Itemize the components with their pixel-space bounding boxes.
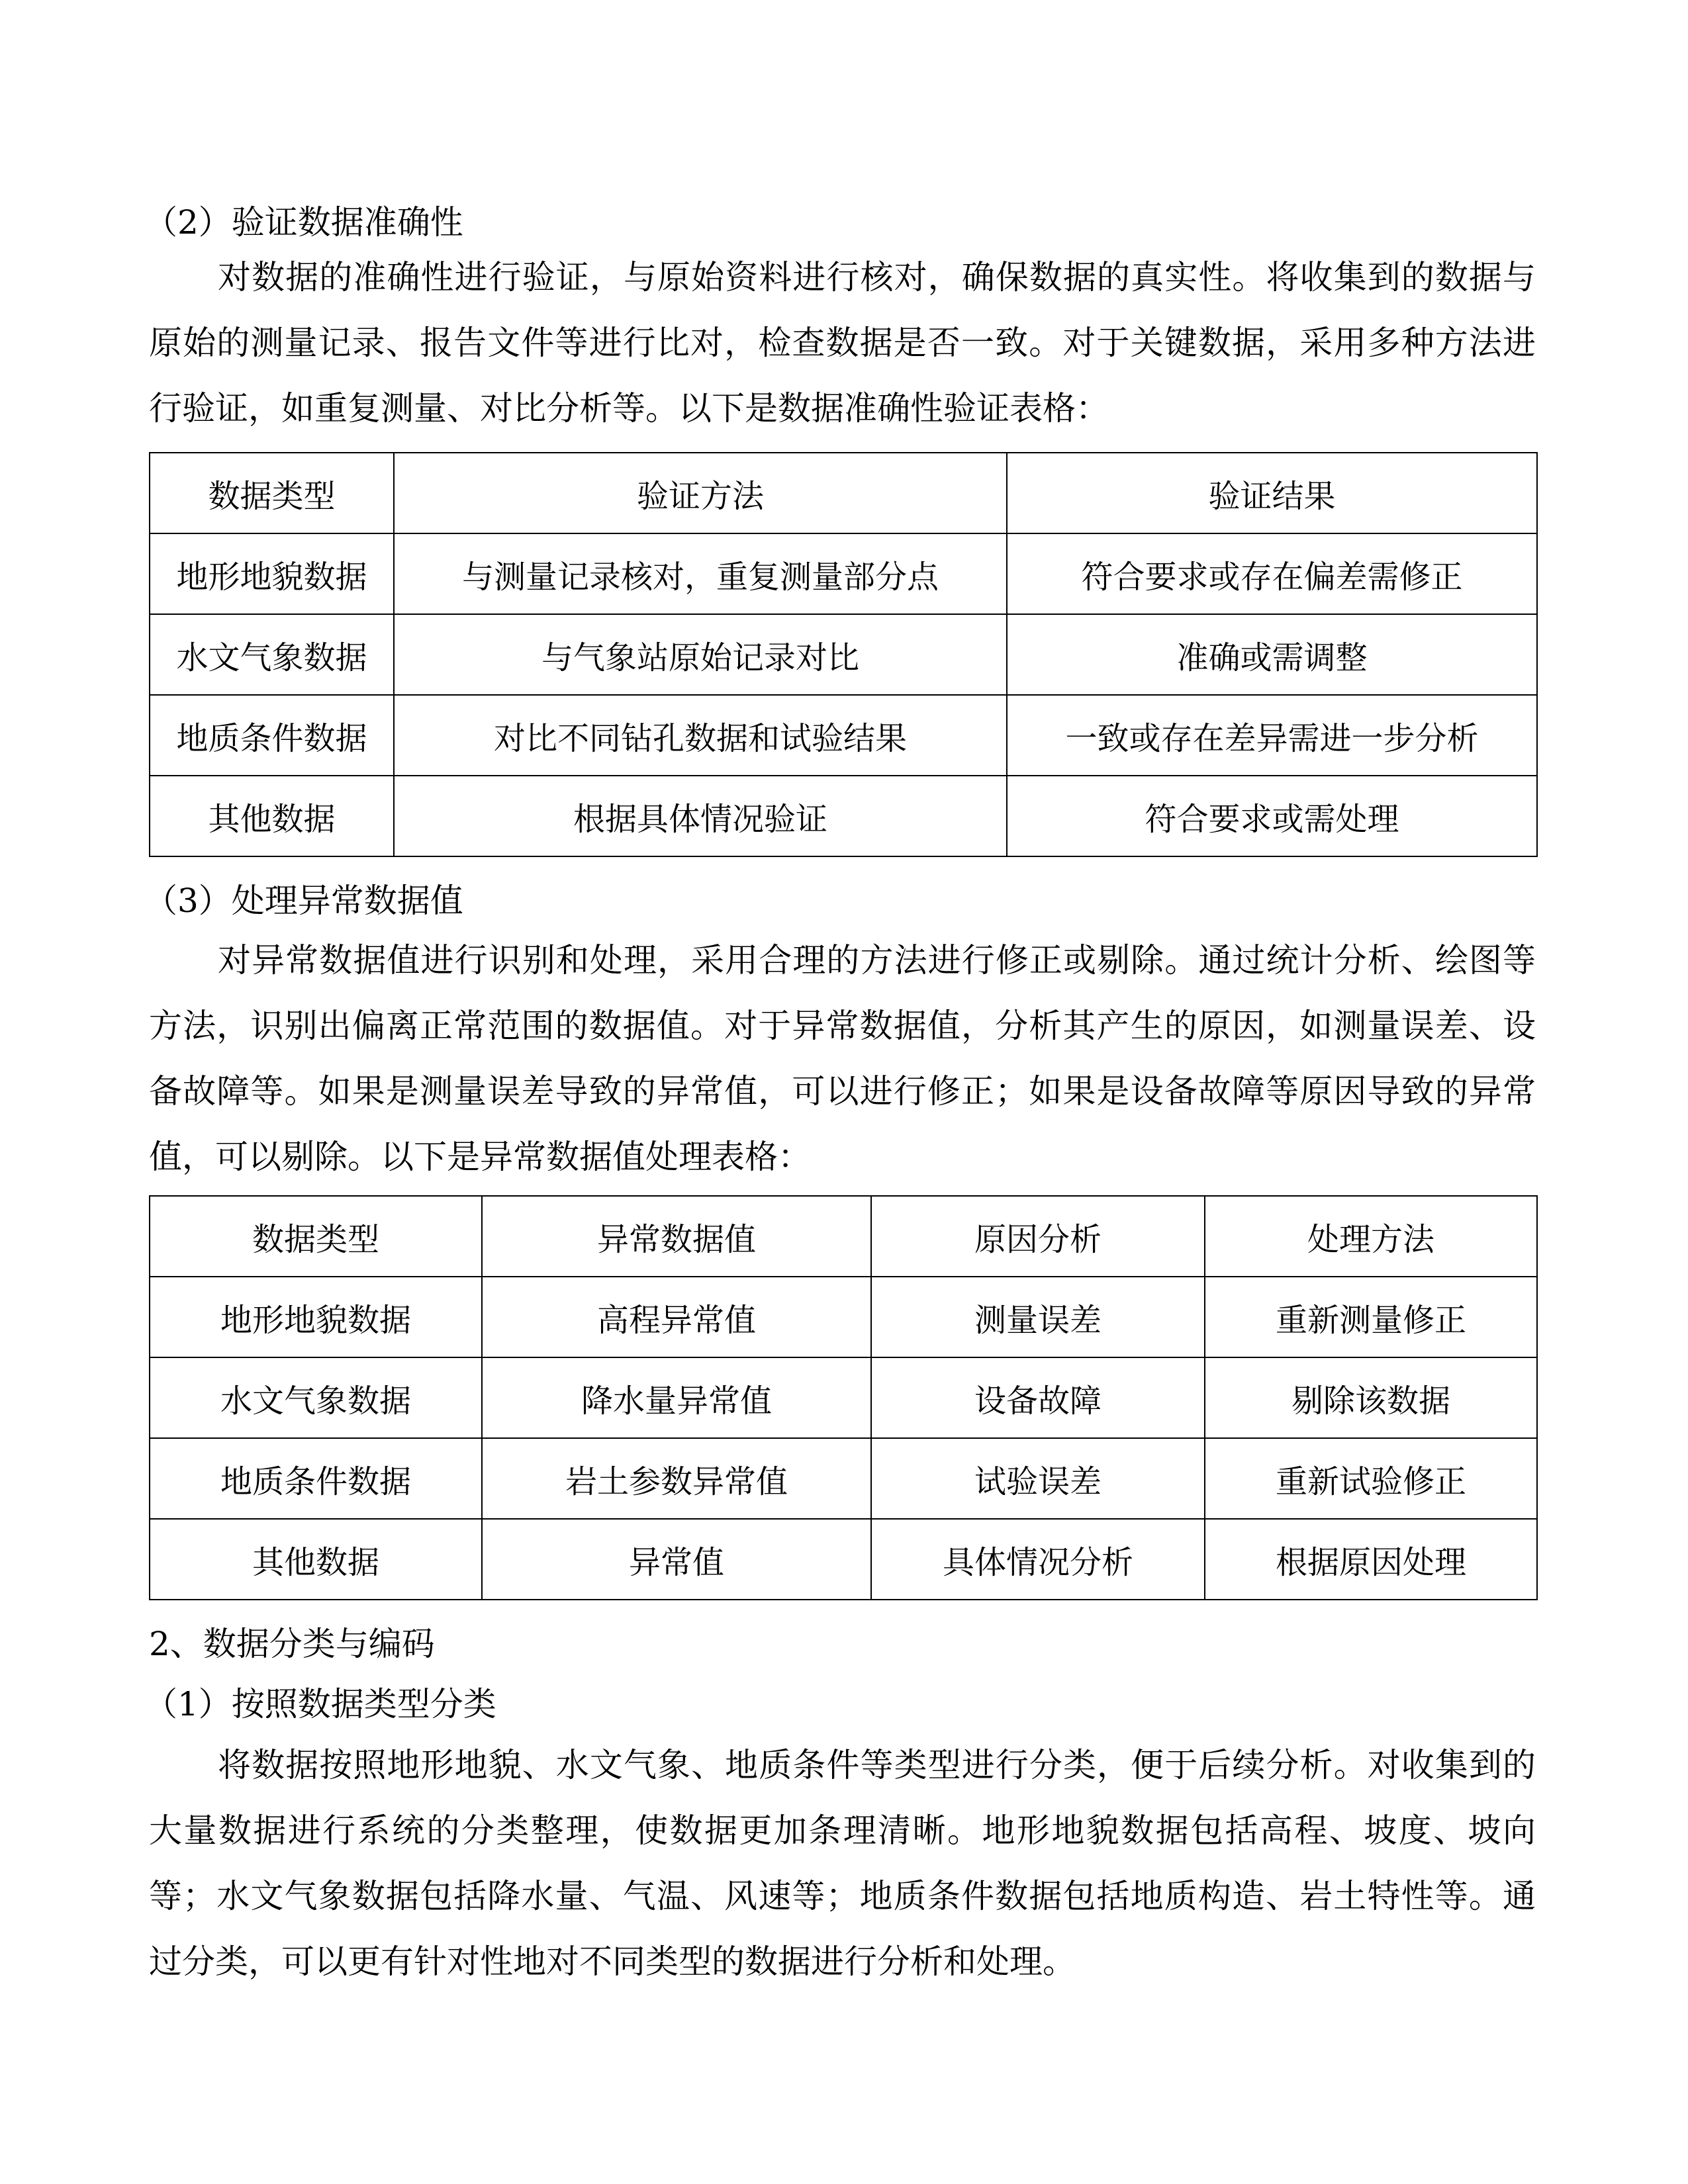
- paragraph-line: 原始的测量记录、报告文件等进行比对，检查数据是否一致。对于关键数据，采用多种方法进: [149, 324, 1536, 362]
- accuracy-verification-table: [149, 452, 1538, 857]
- header-cell: 数据类型: [150, 1196, 482, 1277]
- table-row: [150, 695, 1537, 776]
- table-cell: 一致或存在差异需进一步分析: [1007, 695, 1537, 776]
- table-cell: 根据具体情况验证: [394, 776, 1007, 856]
- header-cell: 异常数据值: [482, 1196, 871, 1277]
- table-cell: 异常值: [482, 1519, 871, 1600]
- paragraph-line: 方法，识别出偏离正常范围的数据值。对于异常数据值，分析其产生的原因，如测量误差、设: [149, 1007, 1536, 1045]
- table-row: [150, 776, 1537, 856]
- paragraph-line: 对异常数据值进行识别和处理，采用合理的方法进行修正或剔除。通过统计分析、绘图等: [218, 941, 1536, 979]
- paragraph-line: 备故障等。如果是测量误差导致的异常值，可以进行修正；如果是设备故障等原因导致的异常: [149, 1072, 1536, 1111]
- paragraph-line: 大量数据进行系统的分类整理，使数据更加条理清晰。地形地貌数据包括高程、坡度、坡向: [149, 1811, 1536, 1850]
- table-cell: 测量误差: [871, 1277, 1205, 1357]
- table-row: [150, 1519, 1537, 1600]
- paragraph-line: 对数据的准确性进行验证，与原始资料进行核对，确保数据的真实性。将收集到的数据与: [218, 258, 1536, 296]
- table-cell: 地形地貌数据: [150, 533, 394, 614]
- table-cell: 水文气象数据: [150, 614, 394, 695]
- header-cell: 验证方法: [394, 453, 1007, 533]
- table-cell: 其他数据: [150, 1519, 482, 1600]
- table-cell: 地质条件数据: [150, 1438, 482, 1519]
- header-cell: 处理方法: [1205, 1196, 1537, 1277]
- paragraph-anomalies: [149, 928, 1536, 1190]
- table-cell: 具体情况分析: [871, 1519, 1205, 1600]
- table-cell: 剔除该数据: [1205, 1357, 1537, 1438]
- table-header-row: [150, 1196, 1537, 1277]
- table-cell: 地形地貌数据: [150, 1277, 482, 1357]
- section-heading-anomalies: （3）处理异常数据值: [144, 882, 463, 920]
- table-cell: 对比不同钻孔数据和试验结果: [394, 695, 1007, 776]
- paragraph-line: 等；水文气象数据包括降水量、气温、风速等；地质条件数据包括地质构造、岩土特性等。通: [149, 1877, 1536, 1915]
- table-cell: 水文气象数据: [150, 1357, 482, 1438]
- table-row: [150, 1277, 1537, 1357]
- table-cell: 与气象站原始记录对比: [394, 614, 1007, 695]
- header-cell: 原因分析: [871, 1196, 1205, 1277]
- table-header-row: [150, 453, 1537, 533]
- table-cell: 符合要求或存在偏差需修正: [1007, 533, 1537, 614]
- paragraph-line: 将数据按照地形地貌、水文气象、地质条件等类型进行分类，便于后续分析。对收集到的: [218, 1746, 1536, 1784]
- table-row: [150, 1438, 1537, 1519]
- header-cell: 验证结果: [1007, 453, 1537, 533]
- table-cell: 其他数据: [150, 776, 394, 856]
- table-cell: 设备故障: [871, 1357, 1205, 1438]
- table-cell: 试验误差: [871, 1438, 1205, 1519]
- header-cell: 数据类型: [150, 453, 394, 533]
- sub-heading-by-type: （1）按照数据类型分类: [144, 1685, 496, 1723]
- anomaly-handling-table: [149, 1195, 1538, 1600]
- table-cell: 地质条件数据: [150, 695, 394, 776]
- table-row: [150, 533, 1537, 614]
- paragraph-line: 行验证，如重复测量、对比分析等。以下是数据准确性验证表格：: [149, 389, 1109, 428]
- chapter-heading-classification: 2、数据分类与编码: [149, 1625, 435, 1663]
- paragraph-line: 过分类，可以更有针对性地对不同类型的数据进行分析和处理。: [149, 1942, 1076, 1981]
- paragraph-classification: [149, 1733, 1536, 1995]
- table-cell: 根据原因处理: [1205, 1519, 1537, 1600]
- table-cell: 准确或需调整: [1007, 614, 1537, 695]
- section-heading-verify-accuracy: （2）验证数据准确性: [144, 203, 463, 242]
- table-row: [150, 1357, 1537, 1438]
- table-cell: 岩土参数异常值: [482, 1438, 871, 1519]
- table-cell: 高程异常值: [482, 1277, 871, 1357]
- table-cell: 重新试验修正: [1205, 1438, 1537, 1519]
- table-cell: 重新测量修正: [1205, 1277, 1537, 1357]
- table-row: [150, 614, 1537, 695]
- table-cell: 与测量记录核对，重复测量部分点: [394, 533, 1007, 614]
- table-cell: 符合要求或需处理: [1007, 776, 1537, 856]
- paragraph-verify-accuracy: [149, 245, 1536, 441]
- table-cell: 降水量异常值: [482, 1357, 871, 1438]
- paragraph-line: 值，可以剔除。以下是异常数据值处理表格：: [149, 1138, 811, 1176]
